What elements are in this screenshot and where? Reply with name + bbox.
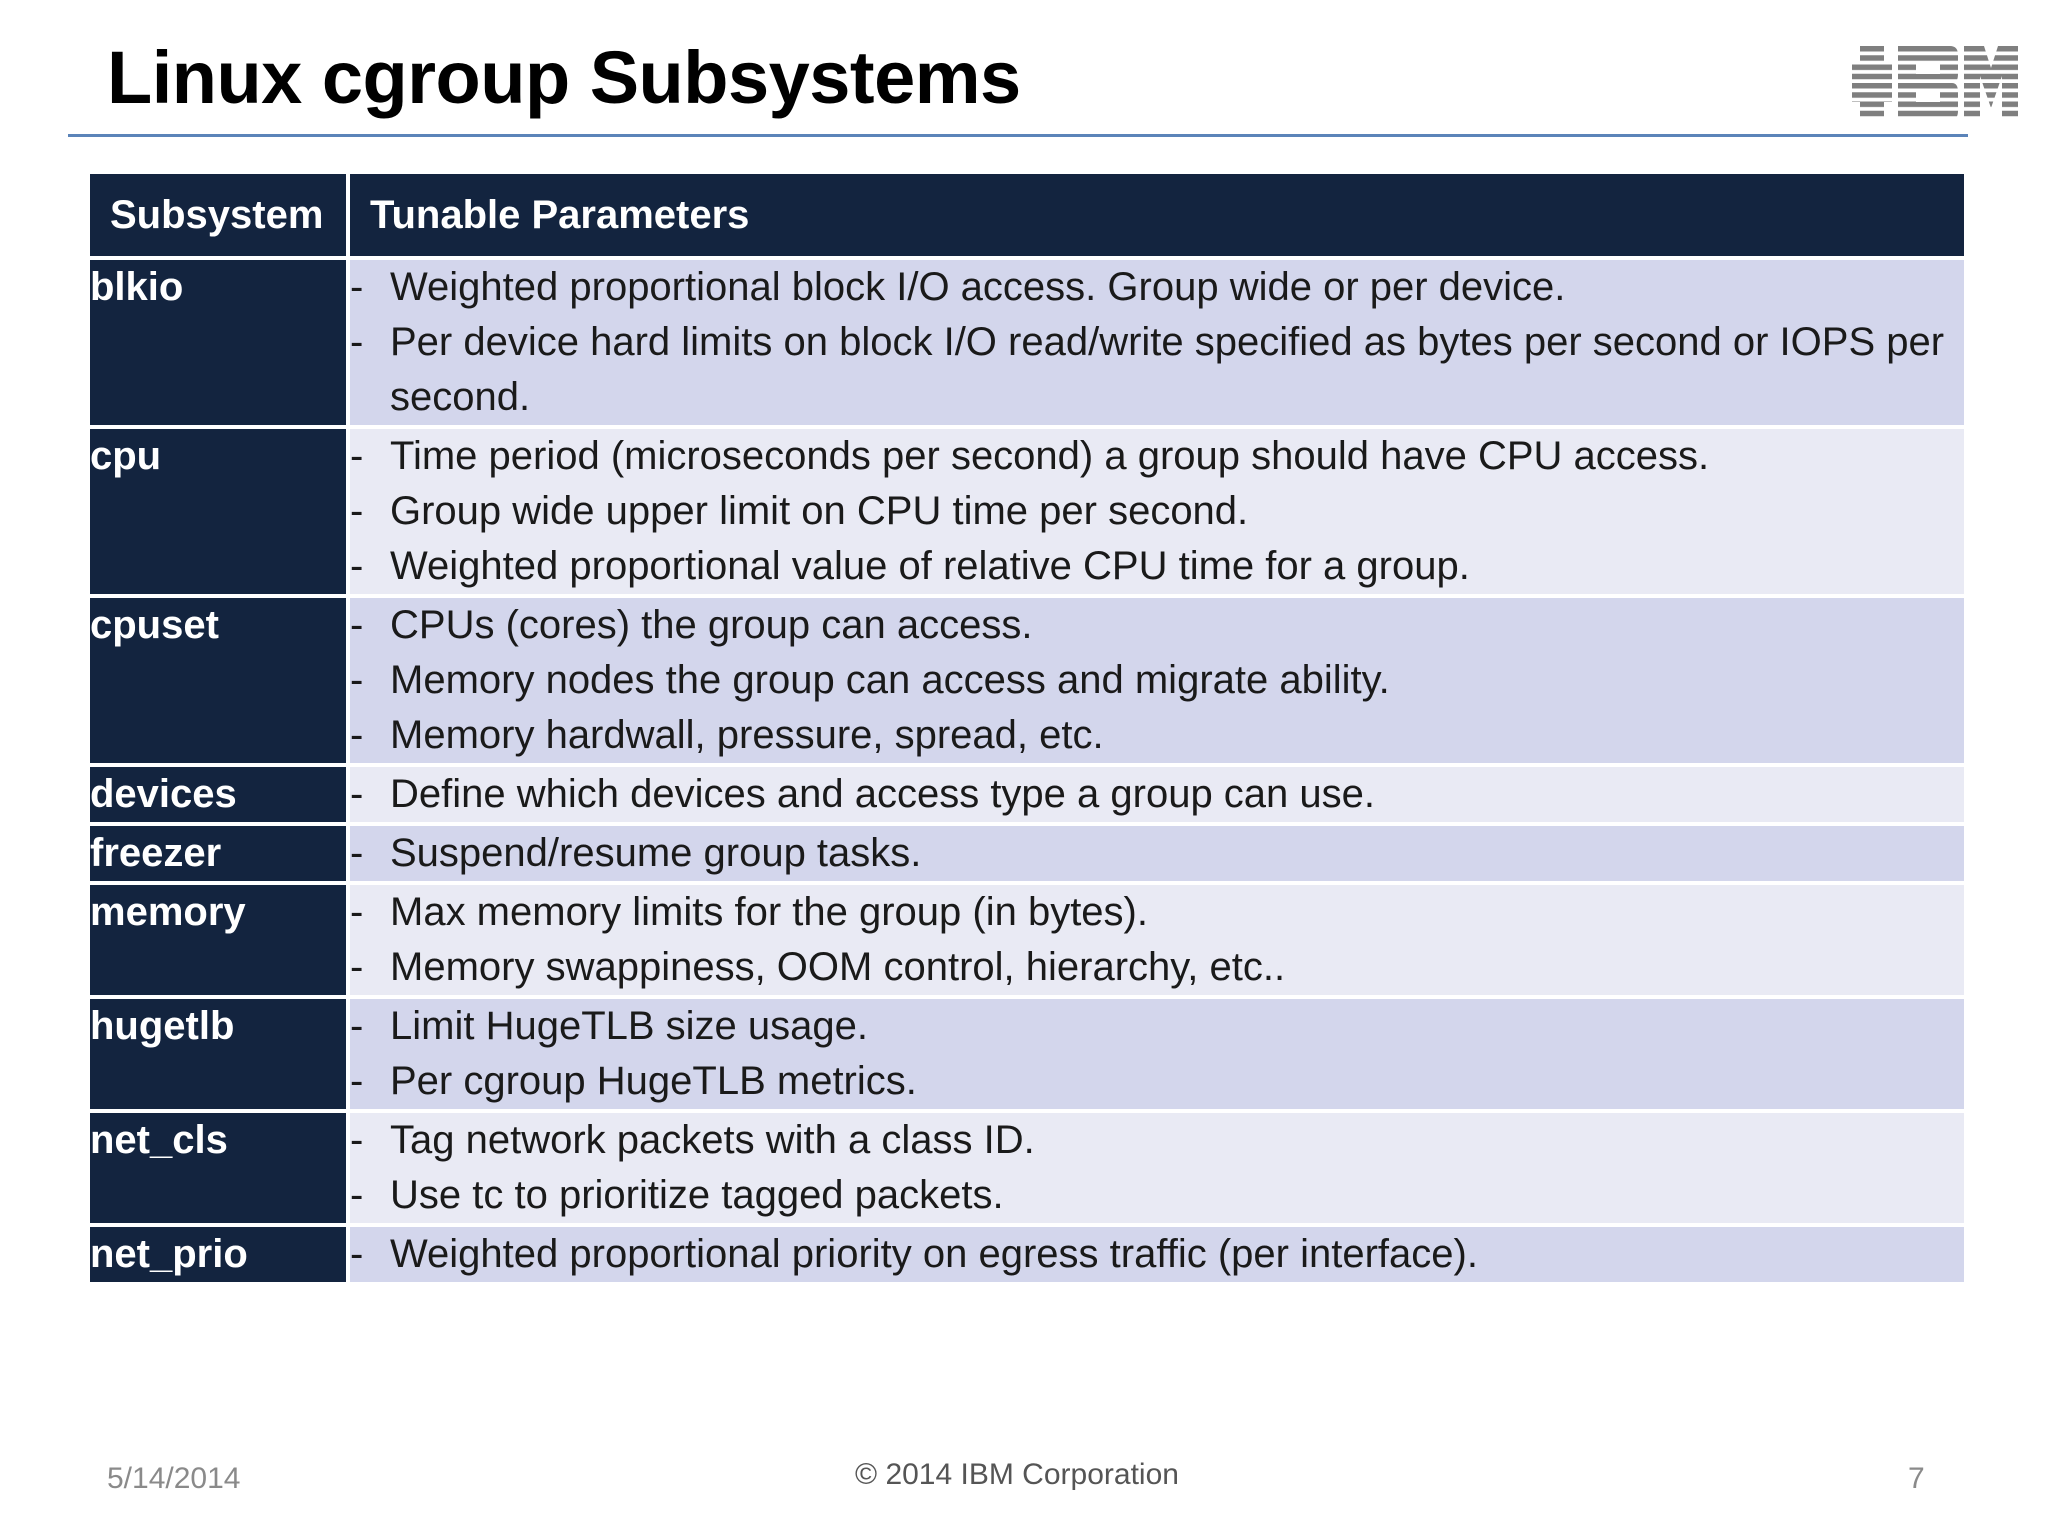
table-row <box>88 427 1966 596</box>
parameter-item: - Suspend/resume group tasks. <box>350 826 1964 881</box>
parameter-list <box>350 429 1964 594</box>
parameter-list <box>350 1113 1964 1223</box>
tunable-parameters-cell <box>348 258 1966 427</box>
tunable-parameters-cell <box>348 596 1966 765</box>
footer-date: 5/14/2014 <box>107 1462 241 1495</box>
parameter-list <box>350 885 1964 995</box>
page-title: Linux cgroup Subsystems <box>107 36 1021 119</box>
subsystem-name: net_cls <box>88 1111 348 1225</box>
subsystems-table <box>86 170 1968 1286</box>
parameter-item: - Time period (microseconds per second) a group should have CPU access. <box>350 429 1964 484</box>
parameter-list <box>350 260 1964 425</box>
parameter-list <box>350 598 1964 763</box>
parameter-item: - Group wide upper limit on CPU time per second. <box>350 484 1964 539</box>
subsystem-name: blkio <box>88 258 348 427</box>
parameter-list <box>350 999 1964 1109</box>
parameter-item: - Per device hard limits on block I/O read/write specified as bytes per second or IOPS per second. <box>350 315 1964 425</box>
ibm-logo <box>1852 46 2018 125</box>
table-row <box>88 1111 1966 1225</box>
parameter-item: - Per cgroup HugeTLB metrics. <box>350 1054 1964 1109</box>
parameter-item: - Weighted proportional priority on egress traffic (per interface). <box>350 1227 1964 1282</box>
column-header-tunable-parameters: Tunable Parameters <box>348 172 1966 258</box>
table-row <box>88 258 1966 427</box>
subsystem-name: hugetlb <box>88 997 348 1111</box>
parameter-item: - Use tc to prioritize tagged packets. <box>350 1168 1964 1223</box>
tunable-parameters-cell <box>348 1225 1966 1284</box>
table-body <box>88 258 1966 1284</box>
parameter-item: - Weighted proportional value of relative CPU time for a group. <box>350 539 1964 594</box>
parameter-item: - Tag network packets with a class ID. <box>350 1113 1964 1168</box>
table-row <box>88 765 1966 824</box>
tunable-parameters-cell <box>348 1111 1966 1225</box>
table-row <box>88 824 1966 883</box>
parameter-list <box>350 826 1964 881</box>
parameter-item: - Memory swappiness, OOM control, hierarchy, etc.. <box>350 940 1964 995</box>
subsystem-name: freezer <box>88 824 348 883</box>
parameter-list <box>350 1227 1964 1282</box>
footer-copyright: © 2014 IBM Corporation <box>855 1458 1179 1491</box>
column-header-subsystem: Subsystem <box>88 172 348 258</box>
footer-page-number: 7 <box>1908 1462 1925 1495</box>
tunable-parameters-cell <box>348 427 1966 596</box>
subsystem-name: memory <box>88 883 348 997</box>
subsystem-name: cpu <box>88 427 348 596</box>
parameter-item: - Limit HugeTLB size usage. <box>350 999 1964 1054</box>
tunable-parameters-cell <box>348 824 1966 883</box>
parameter-item: - Max memory limits for the group (in bytes). <box>350 885 1964 940</box>
parameter-item: - Define which devices and access type a group can use. <box>350 767 1964 822</box>
tunable-parameters-cell <box>348 883 1966 997</box>
subsystem-name: devices <box>88 765 348 824</box>
parameter-item: - Memory nodes the group can access and migrate ability. <box>350 653 1964 708</box>
subsystem-name: net_prio <box>88 1225 348 1284</box>
table-row <box>88 883 1966 997</box>
table-row <box>88 596 1966 765</box>
tunable-parameters-cell <box>348 997 1966 1111</box>
table-row <box>88 997 1966 1111</box>
title-divider <box>68 134 1968 137</box>
table-header-row <box>88 172 1966 258</box>
table-row <box>88 1225 1966 1284</box>
subsystem-name: cpuset <box>88 596 348 765</box>
parameter-item: - Weighted proportional block I/O access. Group wide or per device. <box>350 260 1964 315</box>
parameter-list <box>350 767 1964 822</box>
parameter-item: - CPUs (cores) the group can access. <box>350 598 1964 653</box>
parameter-item: - Memory hardwall, pressure, spread, etc. <box>350 708 1964 763</box>
tunable-parameters-cell <box>348 765 1966 824</box>
